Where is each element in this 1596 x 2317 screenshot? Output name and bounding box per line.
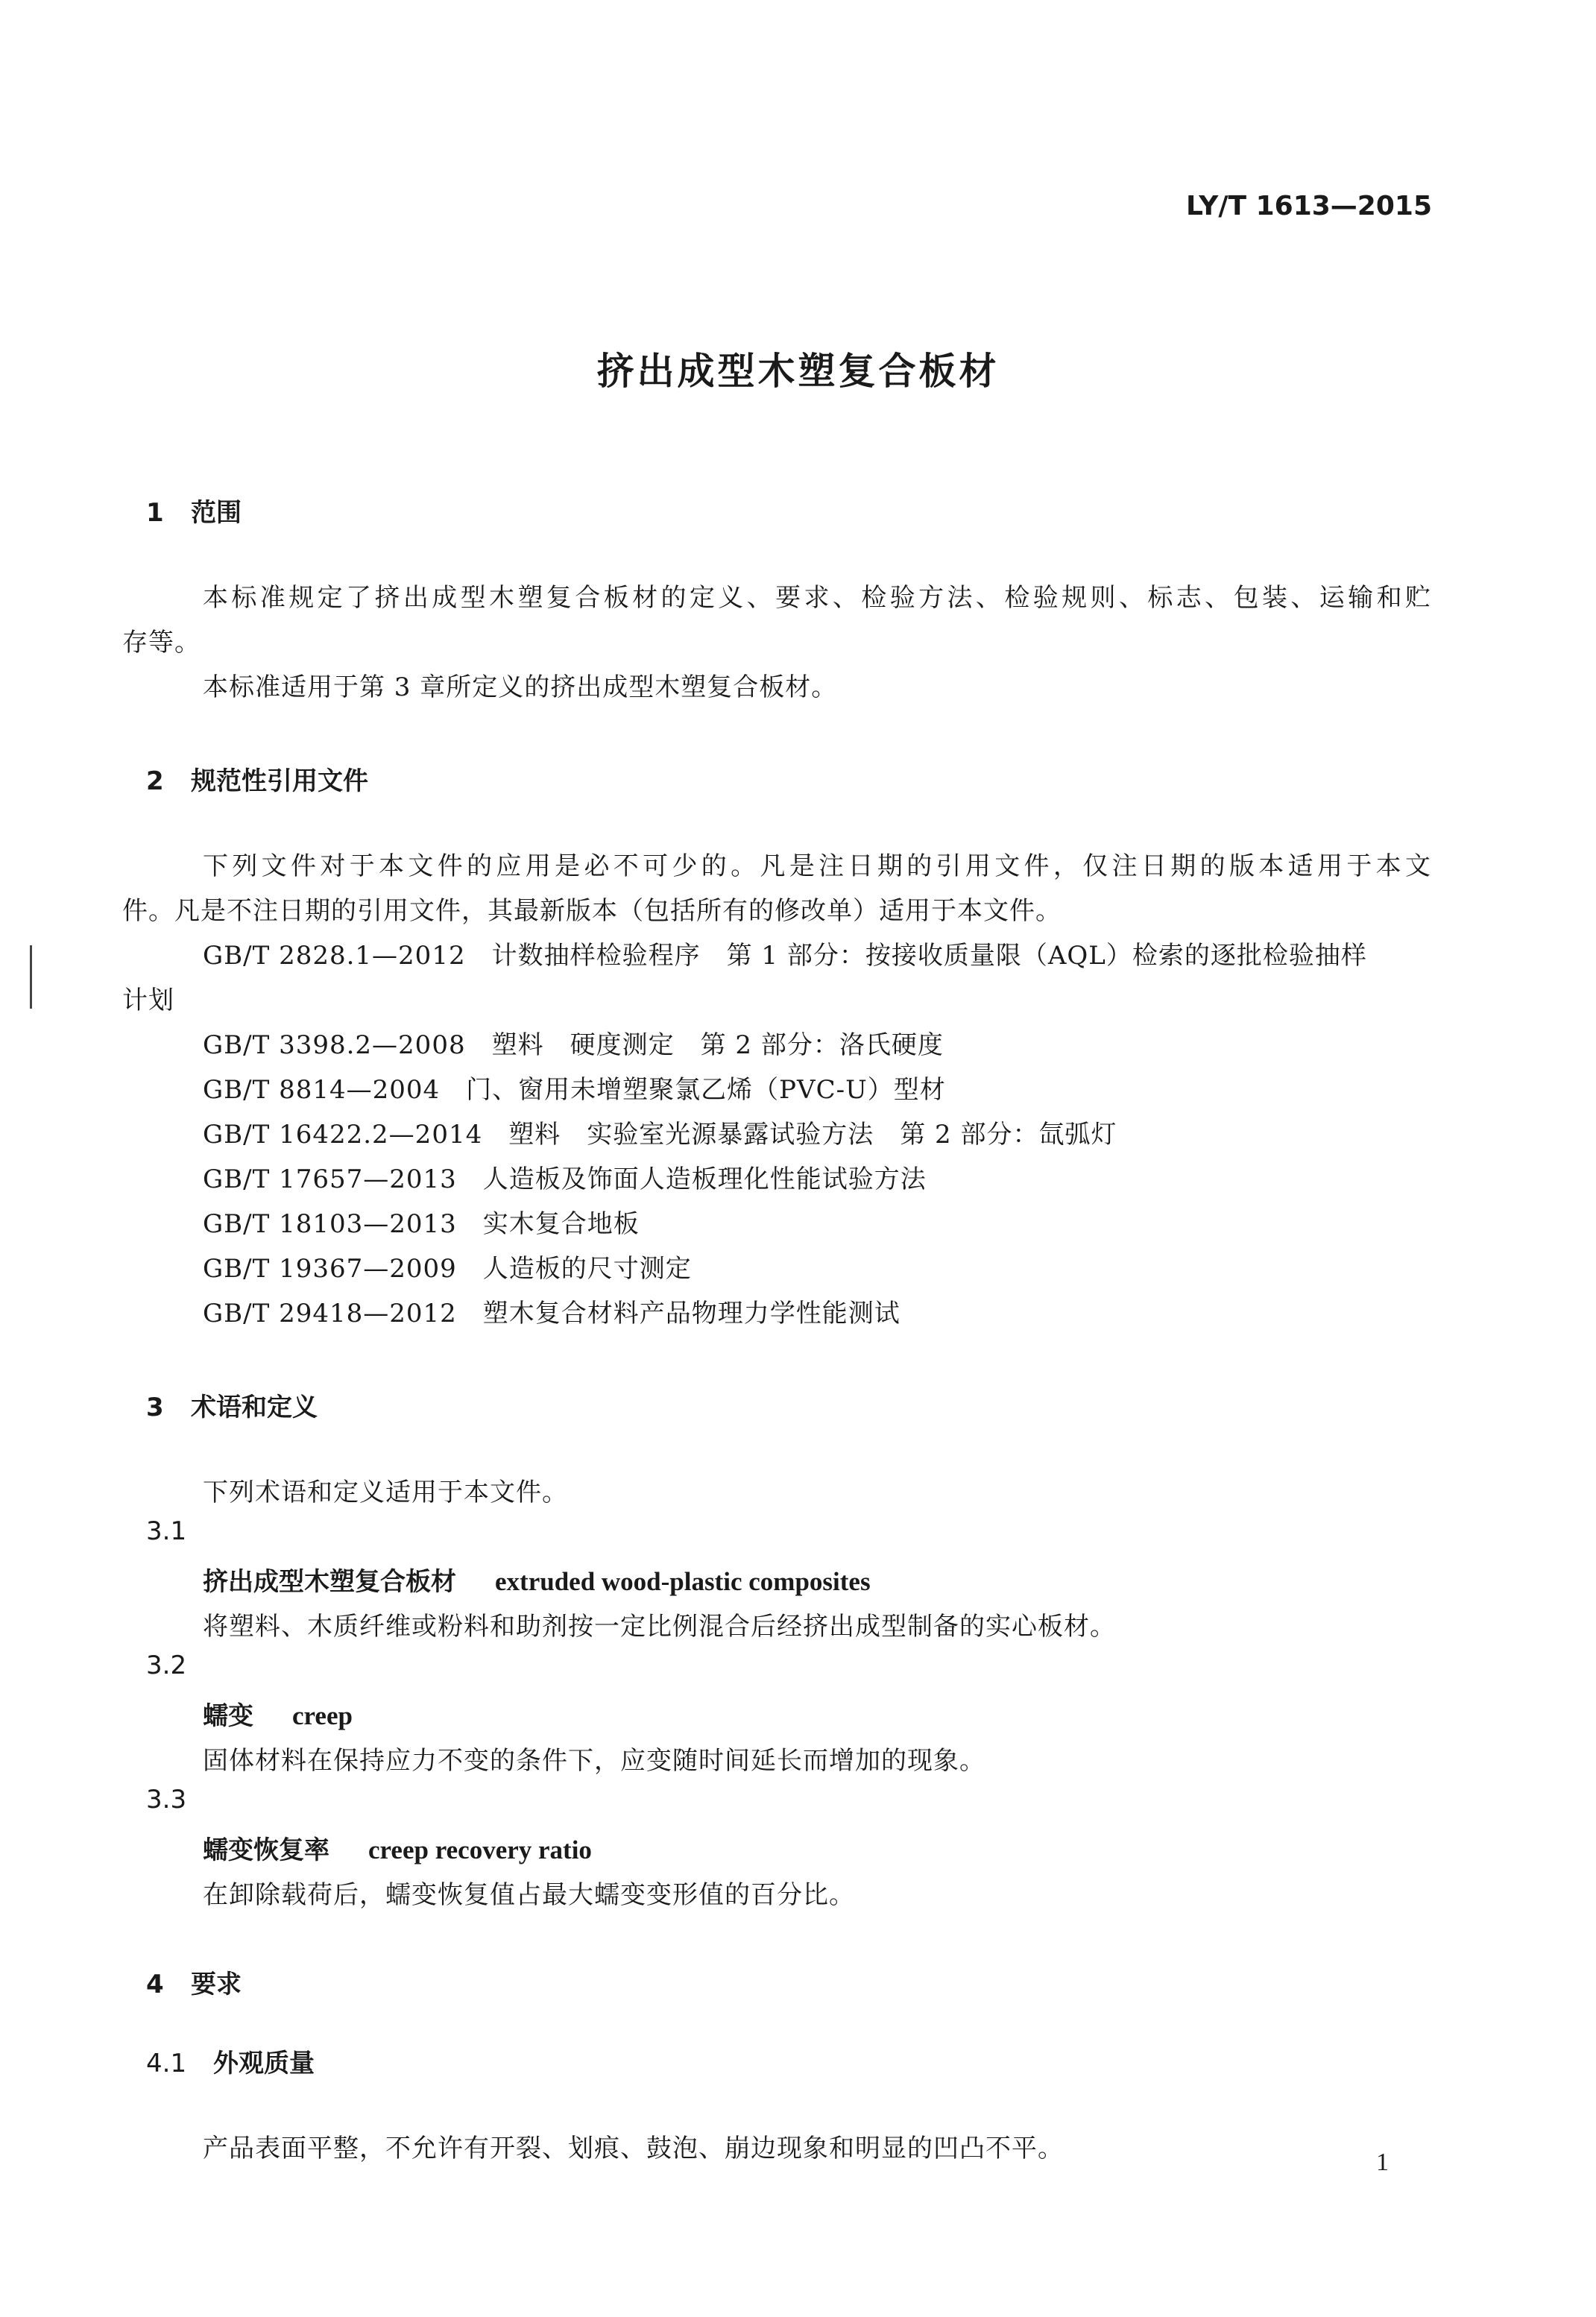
section-title: 要求 <box>191 1970 242 1999</box>
reference-item <box>203 1114 1117 1150</box>
paragraph: 产品表面平整，不允许有开裂、划痕、鼓泡、崩边现象和明显的凹凸不平。 <box>203 2134 1064 2163</box>
section-title: 规范性引用文件 <box>191 766 368 796</box>
subsection-4-1-heading <box>146 2043 315 2079</box>
term-heading <box>203 1561 871 1598</box>
reference-code: GB/T 8814—2004 <box>203 1075 441 1105</box>
document-title: 挤出成型木塑复合板材 <box>596 350 1000 393</box>
reference-title: 人造板及饰面人造板理化性能试验方法 <box>482 1164 927 1194</box>
section-number: 4 <box>146 1970 164 1999</box>
section-number: 3 <box>146 1393 164 1422</box>
reference-title: 塑木复合材料产品物理力学性能测试 <box>482 1299 900 1328</box>
paragraph: 下列文件对于本文件的应用是必不可少的。凡是注日期的引用文件，仅注日期的版本适用于本文 <box>203 851 1431 881</box>
page-number: 1 <box>1376 2149 1389 2176</box>
term-english: creep recovery ratio <box>368 1835 592 1864</box>
section-3-heading <box>146 1387 318 1423</box>
reference-item <box>203 1158 927 1195</box>
term-chinese: 蠕变 <box>203 1701 253 1731</box>
reference-code: GB/T 18103—2013 <box>203 1209 457 1239</box>
reference-title: 人造板的尺寸测定 <box>482 1254 692 1284</box>
section-1-heading <box>146 492 242 529</box>
term-chinese: 蠕变恢复率 <box>203 1835 329 1865</box>
reference-item <box>203 1248 692 1284</box>
section-number: 1 <box>146 498 164 528</box>
term-english: extruded wood-plastic composites <box>495 1567 871 1596</box>
term-heading <box>203 1695 353 1732</box>
reference-title: 塑料 实验室光源暴露试验方法 第 2 部分：氙弧灯 <box>508 1120 1117 1150</box>
reference-code: GB/T 2828.1—2012 <box>203 941 466 971</box>
reference-code: GB/T 17657—2013 <box>203 1164 457 1194</box>
reference-code: GB/T 29418—2012 <box>203 1299 457 1328</box>
term-definition: 将塑料、木质纤维或粉料和助剂按一定比例混合后经挤出成型制备的实心板材。 <box>203 1612 1116 1642</box>
term-chinese: 挤出成型木塑复合板材 <box>203 1567 456 1597</box>
paragraph: 件。凡是不注日期的引用文件，其最新版本（包括所有的修改单）适用于本文件。 <box>122 896 1062 926</box>
term-number: 3.3 <box>146 1785 187 1815</box>
paragraph: 存等。 <box>122 628 201 658</box>
term-heading <box>203 1829 592 1866</box>
paragraph: 下列术语和定义适用于本文件。 <box>203 1478 568 1507</box>
standard-number: LY/T 1613—2015 <box>1185 191 1432 221</box>
reference-item <box>203 935 1367 971</box>
section-title: 范围 <box>191 498 242 528</box>
reference-title: 门、窗用未增塑聚氯乙烯（PVC-U）型材 <box>466 1075 946 1105</box>
reference-code: GB/T 3398.2—2008 <box>203 1030 466 1060</box>
term-definition: 固体材料在保持应力不变的条件下，应变随时间延长而增加的现象。 <box>203 1746 985 1776</box>
reference-continuation: 计划 <box>122 986 174 1015</box>
section-4-heading <box>146 1964 242 2000</box>
reference-title: 塑料 硬度测定 第 2 部分：洛氏硬度 <box>491 1030 944 1060</box>
reference-item <box>203 1069 946 1106</box>
term-number: 3.1 <box>146 1516 187 1546</box>
paragraph: 本标准适用于第 3 章所定义的挤出成型木塑复合板材。 <box>203 672 838 702</box>
section-number: 2 <box>146 766 164 796</box>
term-english: creep <box>292 1701 353 1730</box>
reference-code: GB/T 19367—2009 <box>203 1254 457 1284</box>
paragraph: 本标准规定了挤出成型木塑复合板材的定义、要求、检验方法、检验规则、标志、包装、运输和贮 <box>203 583 1431 613</box>
reference-item <box>203 1293 900 1329</box>
section-title: 术语和定义 <box>191 1393 318 1422</box>
term-definition: 在卸除载荷后，蠕变恢复值占最大蠕变变形值的百分比。 <box>203 1880 855 1910</box>
reference-item <box>203 1024 944 1061</box>
reference-item <box>203 1203 640 1240</box>
section-2-heading <box>146 760 368 797</box>
margin-change-bar <box>30 945 32 1009</box>
reference-title: 实木复合地板 <box>482 1209 640 1239</box>
subsection-number: 4.1 <box>146 2049 187 2078</box>
subsection-title: 外观质量 <box>213 2049 315 2078</box>
reference-code: GB/T 16422.2—2014 <box>203 1120 483 1150</box>
term-number: 3.2 <box>146 1651 187 1680</box>
reference-title: 计数抽样检验程序 第 1 部分：按接收质量限（AQL）检索的逐批检验抽样 <box>491 941 1367 971</box>
